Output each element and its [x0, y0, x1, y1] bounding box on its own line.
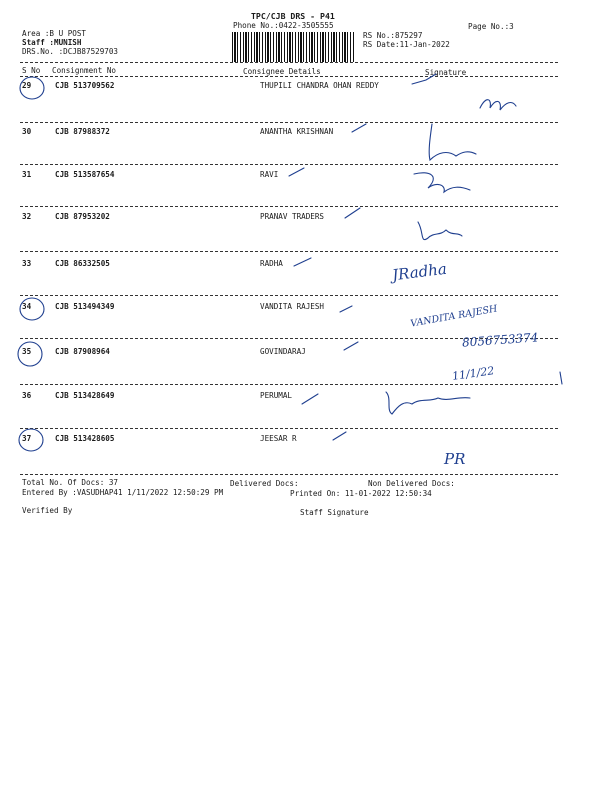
row-consignment: CJB 513587654 — [55, 170, 115, 179]
col-consignee: Consignee Details — [243, 67, 321, 76]
row-sno: 36 — [22, 391, 32, 400]
signature-scribble — [414, 173, 470, 192]
row-consignment: CJB 87988372 — [55, 127, 110, 136]
tick-mark — [340, 306, 352, 312]
circle-mark — [20, 77, 44, 99]
tick-mark — [289, 168, 304, 176]
signature-scribble — [429, 124, 476, 160]
row-consignment: CJB 513428605 — [55, 434, 115, 443]
entered-by: Entered By :VASUDHAP41 1/11/2022 12:50:29 PM — [22, 488, 224, 497]
staff-signature-label: Staff Signature — [300, 508, 369, 517]
rs-date: RS Date:11-Jan-2022 — [363, 40, 450, 49]
row-consignment: CJB 513709562 — [55, 81, 115, 90]
circle-mark — [20, 298, 44, 320]
row-consignee: PRANAV TRADERS — [260, 212, 325, 221]
printed-on: Printed On: 11-01-2022 12:50:34 — [290, 489, 432, 498]
non-delivered-docs: Non Delivered Docs: — [368, 479, 455, 488]
handwritten-initials: PR — [444, 450, 466, 468]
signature-scribble — [386, 392, 470, 414]
delivered-docs: Delivered Docs: — [230, 479, 299, 488]
row-consignment: CJB 86332505 — [55, 259, 110, 268]
page-number: Page No.:3 — [468, 22, 514, 31]
verified-by: Verified By — [22, 506, 73, 515]
row-sno: 33 — [22, 259, 32, 268]
document-title: TPC/CJB DRS - P41 — [251, 11, 335, 21]
drs-number: DRS.No. :DCJB87529703 — [22, 47, 119, 56]
row-consignee: VANDITA RAJESH — [260, 302, 325, 311]
tick-mark — [333, 432, 346, 440]
handwritten-phone: 8056753374 — [461, 330, 539, 350]
col-sno: S No — [22, 66, 41, 75]
row-consignee: PERUMAL — [260, 391, 293, 400]
row-consignee: JEESAR R — [260, 434, 297, 443]
row-sno: 30 — [22, 127, 32, 136]
row-consignment: CJB 87908964 — [55, 347, 110, 356]
row-consignment: CJB 87953202 — [55, 212, 110, 221]
circle-mark — [19, 429, 43, 451]
tick-mark — [345, 208, 360, 218]
staff-label: Staff :MUNISH — [22, 38, 82, 47]
row-sno: 34 — [22, 302, 32, 311]
row-sno: 32 — [22, 212, 32, 221]
row-sno: 29 — [22, 81, 32, 90]
rs-number: RS No.:875297 — [363, 31, 423, 40]
tick-mark — [302, 394, 318, 404]
area-label: Area :B U POST — [22, 29, 87, 38]
row-consignee: GOVINDARAJ — [260, 347, 306, 356]
row-sno: 31 — [22, 170, 32, 179]
signature-scribble — [480, 100, 516, 110]
col-consignment: Consignment No — [52, 66, 117, 75]
row-consignment: CJB 513428649 — [55, 391, 115, 400]
tick-mark — [412, 74, 436, 84]
row-consignee: THUPILI CHANDRA OHAN REDDY — [260, 81, 379, 90]
row-consignee: ANANTHA KRISHNAN — [260, 127, 334, 136]
phone-number: Phone No.:0422-3505555 — [233, 21, 334, 30]
col-signature: Signature — [425, 68, 467, 77]
tick-mark — [294, 258, 311, 266]
signature-scribble — [418, 222, 462, 240]
row-consignment: CJB 513494349 — [55, 302, 115, 311]
tick-mark — [352, 124, 366, 132]
tick-mark — [560, 372, 562, 384]
row-sno: 37 — [22, 434, 32, 443]
handwritten-vandita: VANDITA RAJESH — [409, 303, 499, 330]
circle-mark — [18, 342, 42, 366]
total-docs: Total No. Of Docs: 37 — [22, 478, 119, 487]
row-consignee: RADHA — [260, 259, 283, 268]
tick-mark — [344, 342, 358, 350]
handwritten-radha: JRadha — [391, 259, 448, 285]
row-consignee: RAVI — [260, 170, 279, 179]
handwritten-date: 11/1/22 — [451, 364, 496, 383]
row-sno: 35 — [22, 347, 32, 356]
